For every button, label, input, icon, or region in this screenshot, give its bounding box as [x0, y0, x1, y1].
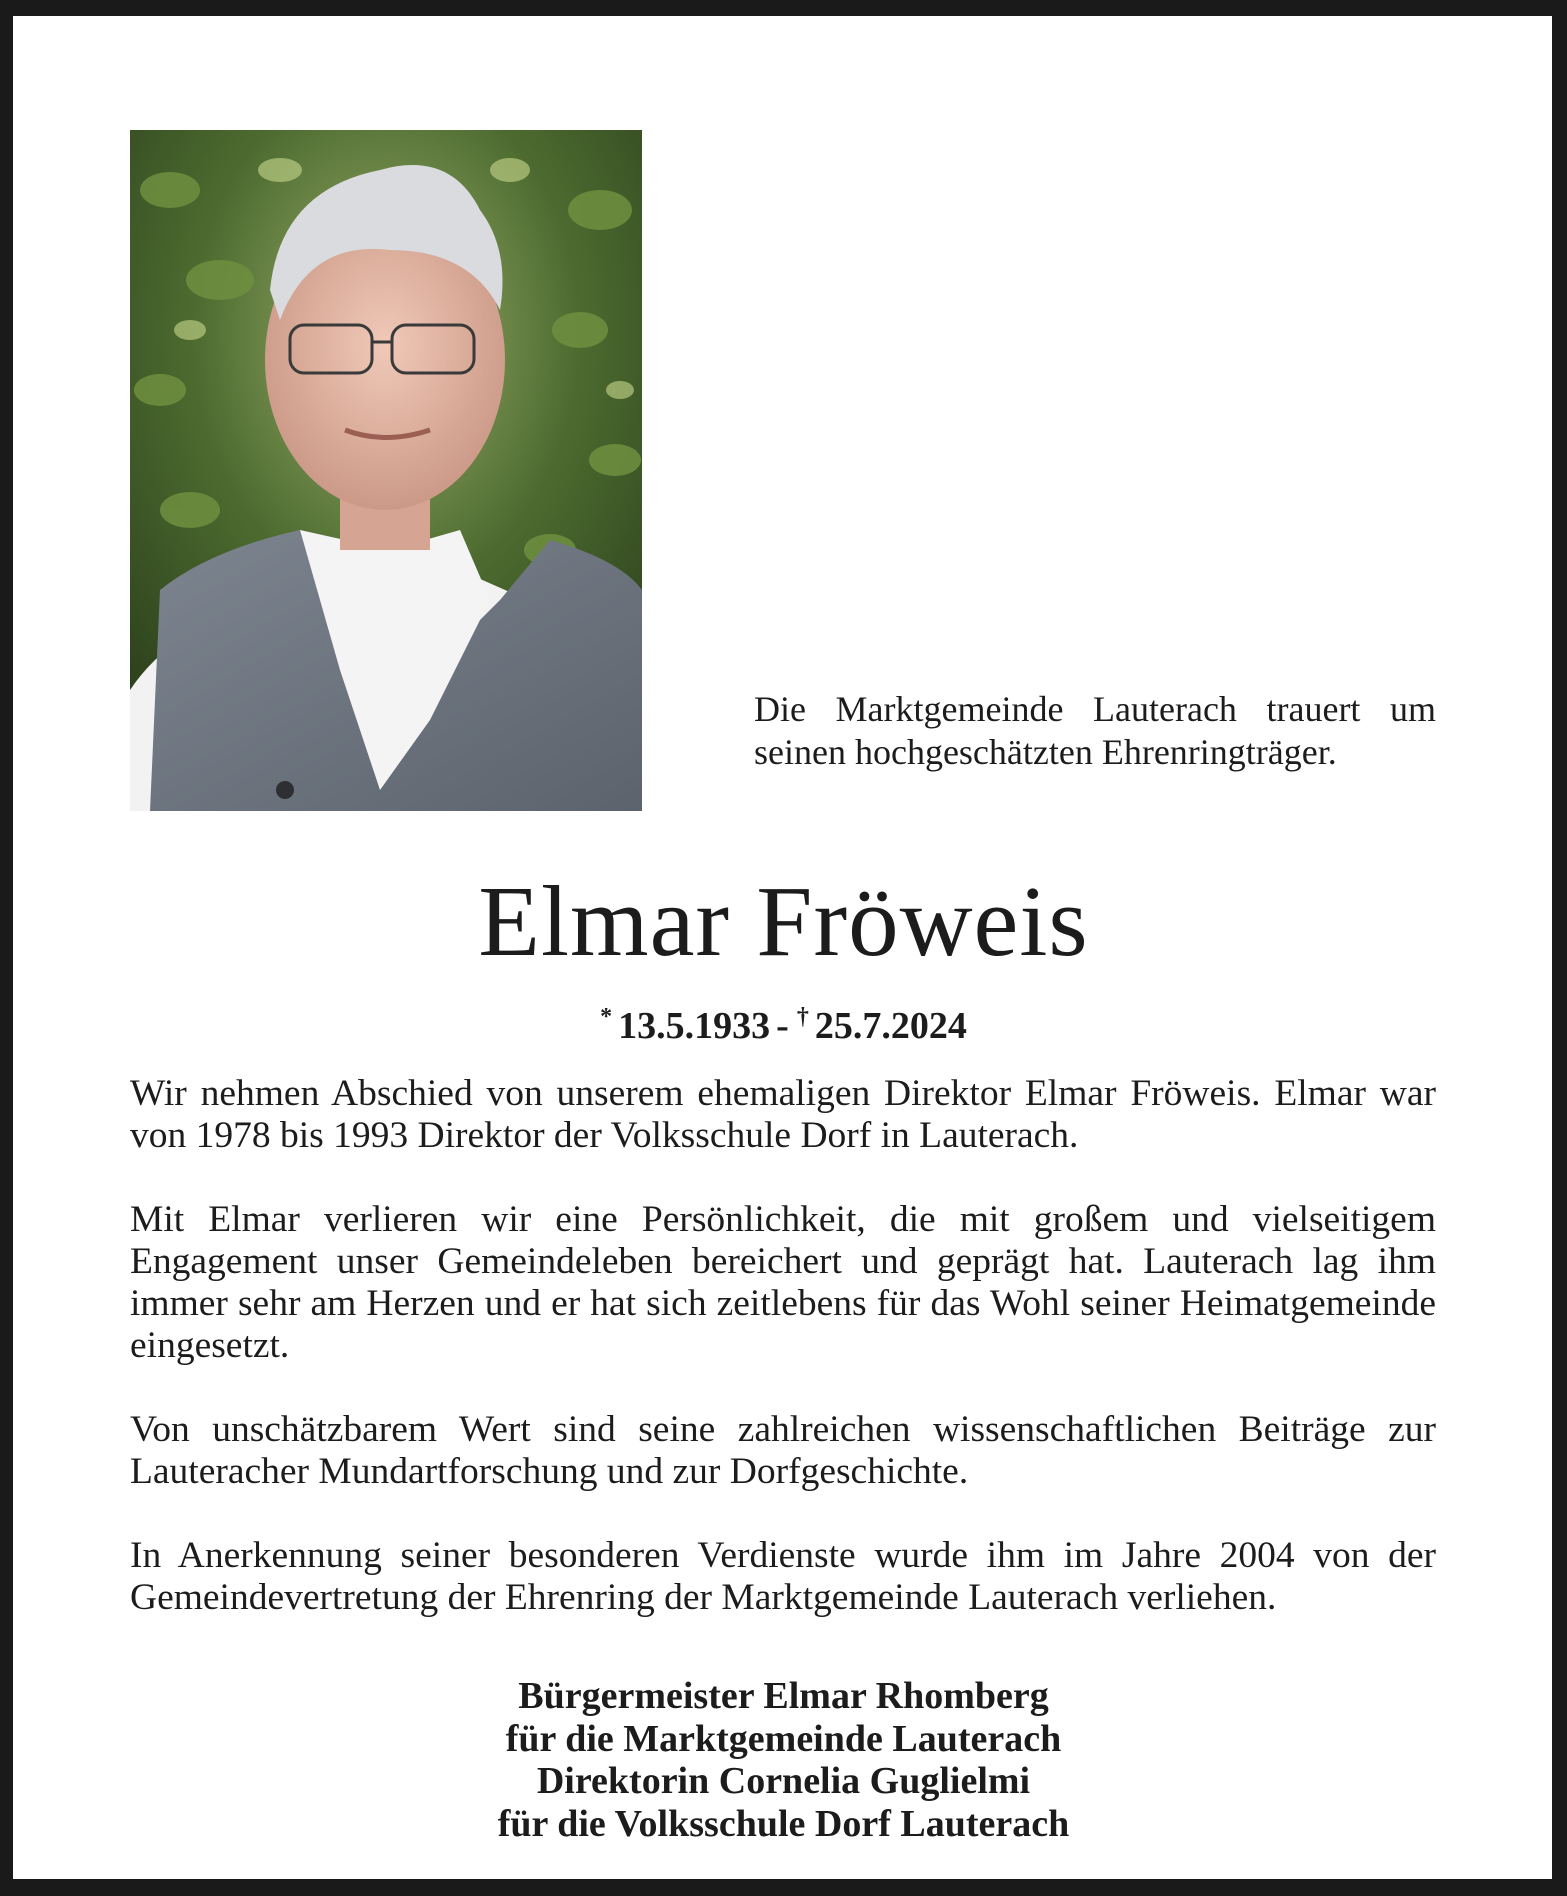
paragraph-research: Von unschätzbarem Wert sind seine zahlreichen wissenschaftlichen Beiträge zur Lauteracher Mundartforschung und zur Dorfgeschichte.: [130, 1409, 1436, 1492]
death-date: 25.7.2024: [814, 1005, 967, 1047]
birth-date: 13.5.1933: [618, 1005, 771, 1047]
portrait-photo: [130, 130, 642, 811]
obituary-body: [130, 1073, 1436, 1661]
signature-block: [0, 1675, 1567, 1845]
deceased-name: Elmar Fröweis: [478, 865, 1089, 977]
signature-line: für die Volksschule Dorf Lauterach: [497, 1802, 1070, 1845]
paragraph-personality: Mit Elmar verlieren wir eine Persönlichkeit, die mit großem und vielseitigem Engagement unser Gemeindeleben bereichert und geprägt hat. Lauterach lag ihm immer sehr am Herzen und er hat sich zeitlebens für das Wohl seiner Heimatgemeinde eingesetzt.: [130, 1199, 1436, 1366]
death-symbol: †: [796, 1004, 809, 1030]
date-separator: -: [776, 1005, 789, 1047]
signature-line: für die Marktgemeinde Lauterach: [505, 1717, 1062, 1760]
birth-symbol: *: [600, 1004, 613, 1030]
signature-line: Bürgermeister Elmar Rhomberg: [518, 1675, 1049, 1717]
life-dates: [0, 993, 1567, 1050]
signature-line: Direktorin Cornelia Guglielmi: [536, 1760, 1031, 1802]
paragraph-honor: In Anerkennung seiner besonderen Verdienste wurde ihm im Jahre 2004 von der Gemeindevertretung der Ehrenring der Marktgemeinde Lauterach verliehen.: [130, 1535, 1436, 1618]
intro-text: Die Marktgemeinde Lauterach trauert um seinen hochgeschätzten Ehrenringträger.: [754, 689, 1436, 772]
paragraph-farewell: Wir nehmen Abschied von unserem ehemaligen Direktor Elmar Fröweis. Elmar war von 1978 bis 1993 Direktor der Volksschule Dorf in Lauterach.: [130, 1073, 1436, 1156]
